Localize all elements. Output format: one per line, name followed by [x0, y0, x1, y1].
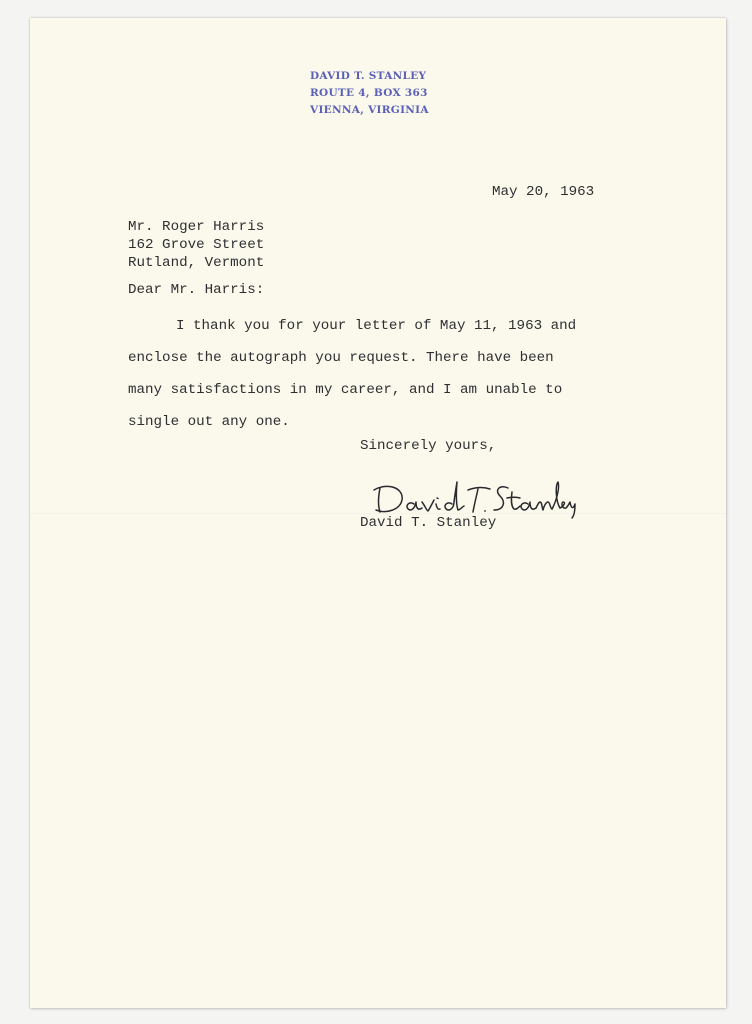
letter-sheet — [30, 18, 726, 1008]
body-line: single out any one. — [128, 414, 290, 430]
letterhead-address-line1: ROUTE 4, BOX 363 — [310, 87, 428, 99]
recipient-city: Rutland, Vermont — [128, 255, 265, 271]
body-line: many satisfactions in my career, and I am unable to — [128, 382, 563, 398]
closing: Sincerely yours, — [360, 438, 497, 454]
handwritten-signature — [370, 476, 580, 520]
recipient-street: 162 Grove Street — [128, 237, 265, 253]
recipient-address — [128, 218, 264, 272]
typed-signature-name: David T. Stanley — [360, 515, 497, 531]
letter-body — [128, 310, 576, 438]
letterhead-name: DAVID T. STANLEY — [310, 70, 427, 82]
body-line: I thank you for your letter of May 11, 1963 and — [176, 318, 577, 334]
salutation: Dear Mr. Harris: — [128, 282, 265, 298]
body-line: enclose the autograph you request. There have been — [128, 350, 554, 366]
recipient-name: Mr. Roger Harris — [128, 219, 265, 235]
letterhead — [310, 68, 429, 119]
letter-date: May 20, 1963 — [492, 184, 595, 200]
letterhead-address-line2: VIENNA, VIRGINIA — [310, 104, 429, 116]
